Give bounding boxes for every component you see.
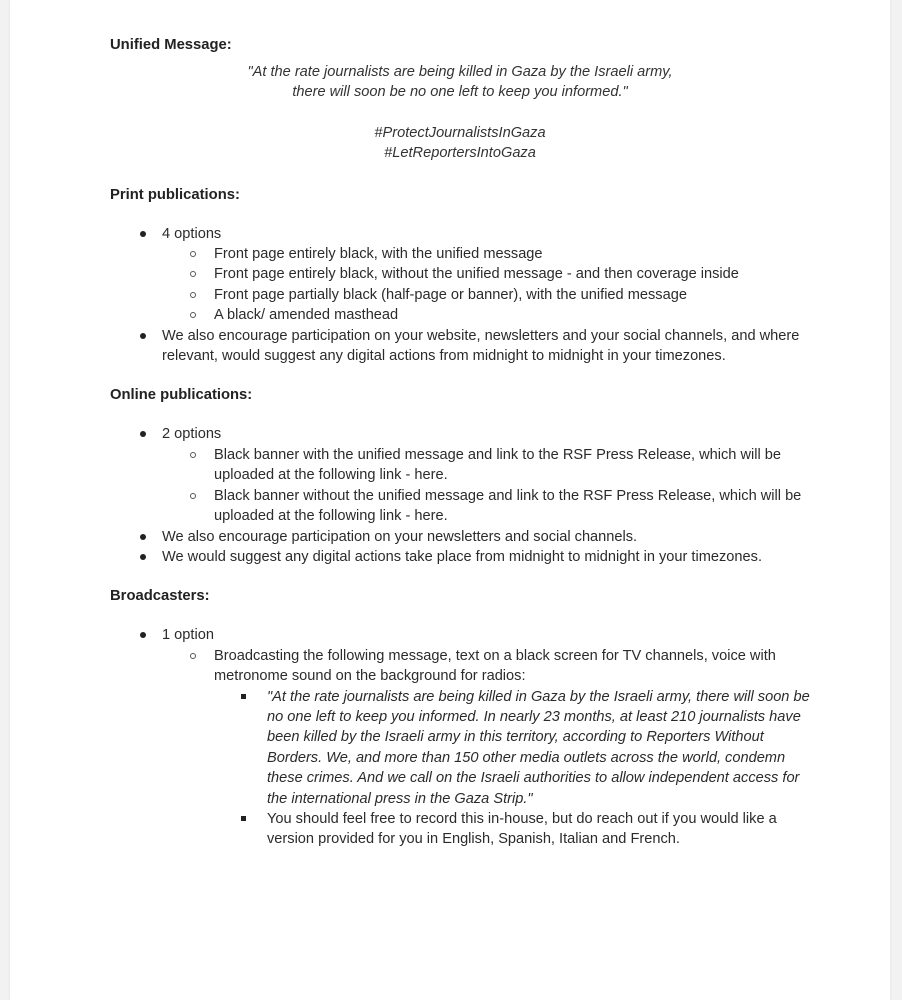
broadcast-message-list <box>214 687 810 850</box>
unified-message-heading: Unified Message: <box>110 37 232 53</box>
list-item: Black banner with the unified message and link to the RSF Press Release, which will be uploaded at the following link - here. <box>162 445 810 486</box>
list-item: Front page entirely black, with the unified message <box>162 244 810 264</box>
list-item: Front page entirely black, without the unified message - and then coverage inside <box>162 264 810 284</box>
unified-quote-line-1: "At the rate journalists are being killed in Gaza by the Israeli army, <box>247 64 673 80</box>
list-item: Front page partially black (half-page or banner), with the unified message <box>162 285 810 305</box>
list-item: We would suggest any digital actions take place from midnight to midnight in your timezones. <box>110 547 810 567</box>
online-heading: Online publications: <box>110 387 253 404</box>
broadcast-list <box>110 625 810 849</box>
online-options-label: 2 options <box>162 426 222 443</box>
hashtag-let-reporters: #LetReportersIntoGaza <box>384 145 536 162</box>
hashtags <box>110 123 810 164</box>
document-content <box>110 34 810 850</box>
hashtag-protect-journalists: #ProtectJournalistsInGaza <box>374 124 546 141</box>
list-item <box>110 424 810 526</box>
broadcast-options-list <box>162 646 810 850</box>
document-page <box>10 0 890 1000</box>
list-item: A black/ amended masthead <box>162 305 810 325</box>
list-item: We also encourage participation on your website, newsletters and your social channels, and where relevant, would suggest any digital actions from midnight to midnight in your timezones. <box>110 326 810 367</box>
online-list <box>110 424 810 567</box>
unified-message-section <box>110 34 810 164</box>
print-list <box>110 224 810 367</box>
print-heading: Print publications: <box>110 186 240 203</box>
broadcast-option-text: Broadcasting the following message, text on a black screen for TV channels, voice with metronome sound on the background for radios: <box>214 647 776 685</box>
broadcast-options-label: 1 option <box>162 627 214 644</box>
online-section <box>110 384 810 567</box>
unified-quote-line-2: there will soon be no one left to keep you informed." <box>292 84 628 101</box>
record-note: You should feel free to record this in-house, but do reach out if you would like a version provided for you in English, Spanish, Italian and French. <box>214 809 810 850</box>
broadcast-heading: Broadcasters: <box>110 588 210 605</box>
list-item <box>110 224 810 326</box>
online-options-list <box>162 445 810 527</box>
list-item <box>162 646 810 850</box>
broadcast-section <box>110 585 810 849</box>
print-options-label: 4 options <box>162 225 222 242</box>
list-item: We also encourage participation on your newsletters and social channels. <box>110 527 810 547</box>
print-options-list <box>162 244 810 326</box>
list-item <box>110 625 810 849</box>
broadcast-message: "At the rate journalists are being killed in Gaza by the Israeli army, there will soon be no one left to keep you informed. In nearly 23 months, at least 210 journalists have been killed by the Israeli army in this territory, according to Reporters Without Borders. We, and more than 150 other media outlets across the world, condemn these crimes. And we call on the Israeli authorities to allow independent access for the international press in the Gaza Strip." <box>214 687 810 809</box>
print-section <box>110 184 810 367</box>
list-item: Black banner without the unified message and link to the RSF Press Release, which will be uploaded at the following link - here. <box>162 486 810 527</box>
unified-quote <box>110 62 810 103</box>
